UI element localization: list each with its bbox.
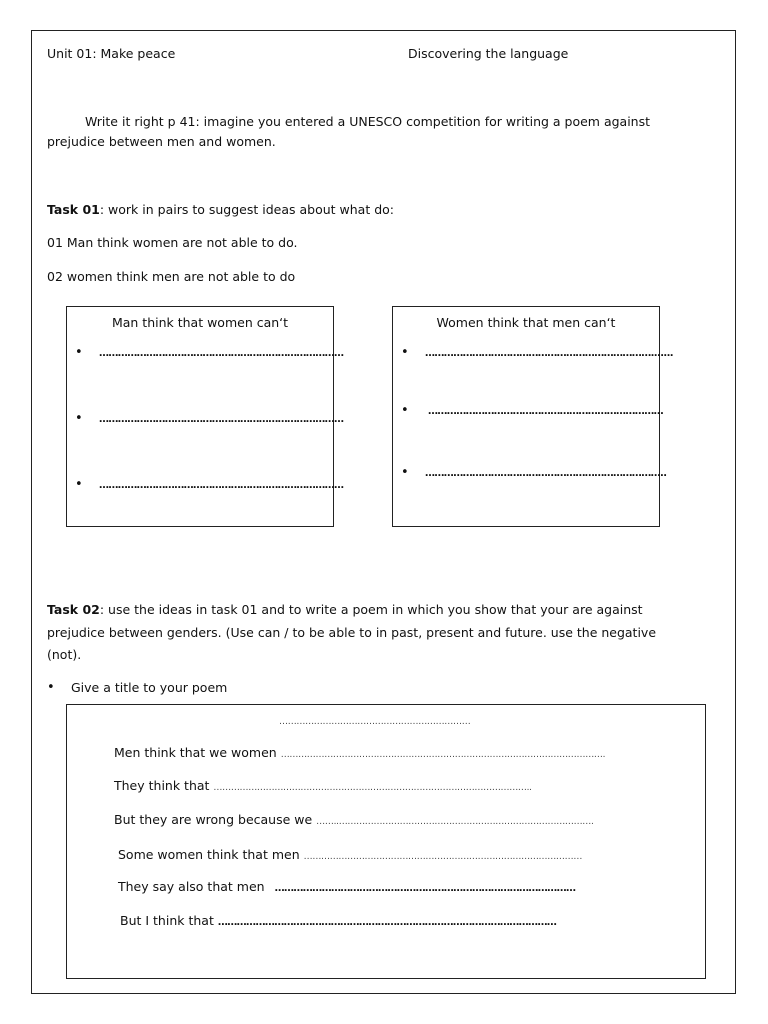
poem-line-text: They say also that men xyxy=(118,879,265,894)
bullet-icon: • xyxy=(401,345,409,360)
answer-line[interactable]: …………………………………………………………………………………… xyxy=(274,883,576,894)
answer-line[interactable]: ……..……………………………………………………………………………. xyxy=(316,817,594,827)
bullet-icon: • xyxy=(401,465,409,480)
answer-line[interactable]: ………………………………………………………………....... xyxy=(425,348,673,359)
answer-line[interactable]: ………………………………………………………………….. xyxy=(425,468,667,479)
task2-bullet: Give a title to your poem xyxy=(71,680,228,695)
bullet-icon: • xyxy=(401,403,409,418)
task2-instruction-3: (not). xyxy=(47,647,82,662)
bullet-icon: • xyxy=(75,477,83,492)
task1-label: Task 01 xyxy=(47,202,100,217)
poem-line-text: But they are wrong because we xyxy=(114,812,313,827)
intro-line-1: Write it right p 41: imagine you entered a UNESCO competition for writing a poem against xyxy=(85,114,651,129)
poem-line-4 xyxy=(118,847,582,862)
bullet-icon: • xyxy=(75,411,83,426)
task2-text: : use the ideas in task 01 and to write a poem in which you show that your are against xyxy=(99,602,643,617)
task2-label: Task 02 xyxy=(47,602,100,617)
poem-title-line[interactable]: ………………………………………………………… xyxy=(279,717,471,727)
answer-line[interactable]: ……………………………………………………………………………………………… xyxy=(217,917,557,928)
task1-instruction xyxy=(47,202,394,217)
bullet-icon: • xyxy=(47,680,55,695)
answer-line[interactable]: ……………………………………………………………………………………………….. xyxy=(213,783,532,793)
task1-item-1: 01 Man think women are not able to do. xyxy=(47,235,298,250)
task2-instruction-1 xyxy=(47,602,643,617)
poem-line-text: But I think that xyxy=(120,913,214,928)
answer-line[interactable]: ………………………………………………………………… xyxy=(428,406,664,417)
poem-line-3 xyxy=(114,812,594,827)
poem-line-text: Some women think that men xyxy=(118,847,300,862)
answer-line[interactable]: …………………………………………………………………… xyxy=(99,348,344,359)
poem-line-text: They think that xyxy=(114,778,210,793)
unit-title: Unit 01: Make peace xyxy=(47,46,176,61)
poem-line-1 xyxy=(114,745,605,760)
answer-line[interactable]: …………………………………………………………………………………………………. xyxy=(280,750,606,760)
women-think-box xyxy=(392,306,673,527)
task2-instruction-2: prejudice between genders. (Use can / to be able to in past, present and future. use the negative xyxy=(47,625,657,640)
poem-box xyxy=(66,704,706,979)
section-title: Discovering the language xyxy=(408,46,569,61)
poem-line-2 xyxy=(114,778,532,793)
poem-line-5 xyxy=(118,879,575,894)
women-think-box-title: Women think that men can‘t xyxy=(436,315,616,330)
intro-line-2: prejudice between men and women. xyxy=(47,134,276,149)
poem-line-6 xyxy=(120,913,556,928)
answer-line[interactable]: …………………………………………………………………… xyxy=(99,480,344,491)
answer-line[interactable]: …………………………………………………………………………………… xyxy=(303,852,583,862)
task1-text: : work in pairs to suggest ideas about what do: xyxy=(99,202,394,217)
men-think-box-title: Man think that women can‘t xyxy=(111,315,289,330)
bullet-icon: • xyxy=(75,345,83,360)
poem-line-text: Men think that we women xyxy=(114,745,277,760)
task1-item-2: 02 women think men are not able to do xyxy=(47,269,296,284)
men-think-box xyxy=(66,306,344,527)
answer-line[interactable]: …………………………………………………………………… xyxy=(99,414,344,425)
